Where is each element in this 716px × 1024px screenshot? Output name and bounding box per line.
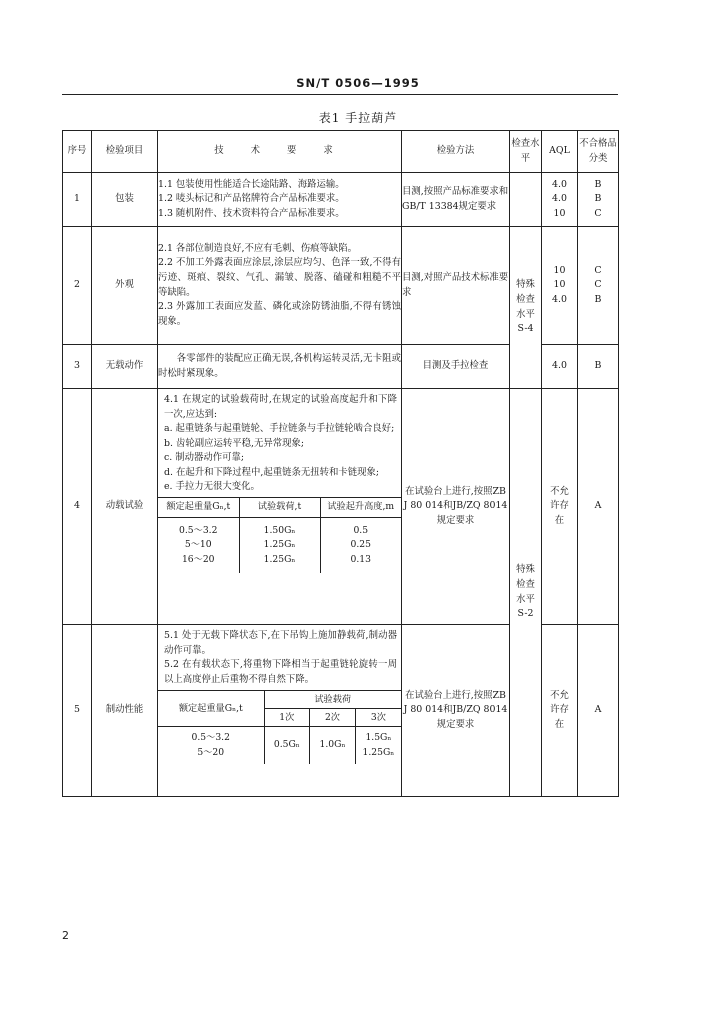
table-row: [63, 227, 619, 345]
sub-cell: 1.50Gₙ 1.25Gₙ 1.25Gₙ: [239, 518, 320, 573]
sub-header: 试验起升高度,m: [320, 498, 401, 518]
standard-code: SN/T 0506—1995: [296, 76, 420, 90]
table-header-row: [63, 131, 619, 173]
row-class: C C B: [578, 227, 619, 345]
row-no: 5: [63, 625, 92, 797]
row-no: 4: [63, 389, 92, 625]
row-item: 制动性能: [92, 625, 158, 797]
row-item: 包装: [92, 173, 158, 227]
row-class: B B C: [578, 173, 619, 227]
table-title: 表1 手拉葫芦: [318, 111, 398, 125]
row-aql: 4.0: [542, 345, 578, 389]
col-header-no: 序号: [63, 131, 92, 173]
row-aql: 4.0 4.0 10: [542, 173, 578, 227]
row-item: 动载试验: [92, 389, 158, 625]
sub-header: 3次: [355, 709, 401, 727]
page-number: 2: [62, 929, 69, 942]
sub-cell: 0.5 0.25 0.13: [320, 518, 401, 573]
row-requirements: 2.1 各部位制造良好,不应有毛刺、伤痕等缺陷。 2.2 不加工外露表面应涂层,涂层应均匀、色泽一致,不得有污迹、斑痕、裂纹、气孔、漏皱、脱落、磕碰和粗糙不平等缺陷。 2.3 外露加工表面应发蓝、磷化或涂防锈油脂,不得有锈蚀现象。: [158, 227, 402, 345]
col-header-level: 检查水平: [510, 131, 542, 173]
row-class: A: [578, 625, 619, 797]
header-rule: [62, 94, 618, 95]
row-class: B: [578, 345, 619, 389]
row-no: 1: [63, 173, 92, 227]
row-aql: 不允许存在: [542, 389, 578, 625]
row-item: 无载动作: [92, 345, 158, 389]
row-no: 3: [63, 345, 92, 389]
row-method: 目测及手拉检查: [402, 345, 510, 389]
col-header-aql: AQL: [542, 131, 578, 173]
col-header-requirements: 技 术 要 求: [158, 131, 402, 173]
row-level-empty: [510, 173, 542, 227]
inspection-table: [62, 130, 619, 797]
sub-header: 2次: [310, 709, 356, 727]
braking-subtable: [158, 690, 401, 764]
row-requirements: 1.1 包装使用性能适合长途陆路、海路运输。 1.2 唛头标记和产品铭牌符合产品标准要求。 1.3 随机附件、技术资料符合产品标准要求。: [158, 173, 402, 227]
col-header-method: 检验方法: [402, 131, 510, 173]
row-aql: 不允许存在: [542, 625, 578, 797]
sub-header: 额定起重量Gₙ,t: [158, 691, 264, 727]
col-header-class: 不合格品分类: [578, 131, 619, 173]
sub-cell: 0.5～3.2 5～20: [158, 727, 264, 764]
sub-cell: 1.5Gₙ 1.25Gₙ: [355, 727, 401, 764]
row-no: 2: [63, 227, 92, 345]
sub-header: 额定起重量Gₙ,t: [158, 498, 239, 518]
inspection-level-s2: 特殊检查水平S-2: [510, 389, 542, 797]
row-requirements: 4.1 在规定的试验载荷时,在规定的试验高度起升和下降一次,应达到: a. 起重链条与起重链轮、手拉链条与手拉链轮啮合良好; b. 齿轮副应运转平稳,无异常现象; c. 制动器动作可靠; d. 在起升和下降过程中,起重链条无扭转和卡链现象; e. 手拉力无很大变化。 额定起重量Gₙ,t 试验载荷,t 试验起升高度,m 0.5～3.2 5～10 16～20 1.50Gₙ 1.25Gₙ 1.25Gₙ 0.5 0.25 0.13: [158, 389, 402, 625]
sub-cell: 0.5～3.2 5～10 16～20: [158, 518, 239, 573]
sub-cell: 1.0Gₙ: [310, 727, 356, 764]
table-row: [63, 173, 619, 227]
inspection-level-s4: 特殊检查水平S-4: [510, 227, 542, 389]
sub-header: 试验载荷: [264, 691, 401, 709]
sub-header: 试验载荷,t: [239, 498, 320, 518]
row-method: 在试验台上进行,按照ZB J 80 014和JB/ZQ 8014规定要求: [402, 625, 510, 797]
row-method: 目测,按照产品标准要求和GB/T 13384规定要求: [402, 173, 510, 227]
row-method: 目测,对照产品技术标准要求: [402, 227, 510, 345]
col-header-item: 检验项目: [92, 131, 158, 173]
row-requirements: 5.1 处于无载下降状态下,在下吊钩上施加静载荷,制动器动作可靠。 5.2 在有载状态下,将重物下降相当于起重链轮旋转一周以上高度停止后重物不得自然下降。 额定起重量Gₙ,t 试验载荷 1次 2次 3次 0.5～3.2 5～20 0.5Gₙ 1.0Gₙ 1.5Gₙ 1.25Gₙ: [158, 625, 402, 797]
row-class: A: [578, 389, 619, 625]
row-item: 外观: [92, 227, 158, 345]
sub-cell: 0.5Gₙ: [264, 727, 310, 764]
dynamic-load-subtable: [158, 497, 401, 573]
sub-header: 1次: [264, 709, 310, 727]
table-row: [63, 389, 619, 625]
row-aql: 10 10 4.0: [542, 227, 578, 345]
row-method: 在试验台上进行,按照ZB J 80 014和JB/ZQ 8014规定要求: [402, 389, 510, 625]
row-requirements: 各零部件的装配应正确无误,各机构运转灵活,无卡阻或时松时紧现象。: [158, 345, 402, 389]
